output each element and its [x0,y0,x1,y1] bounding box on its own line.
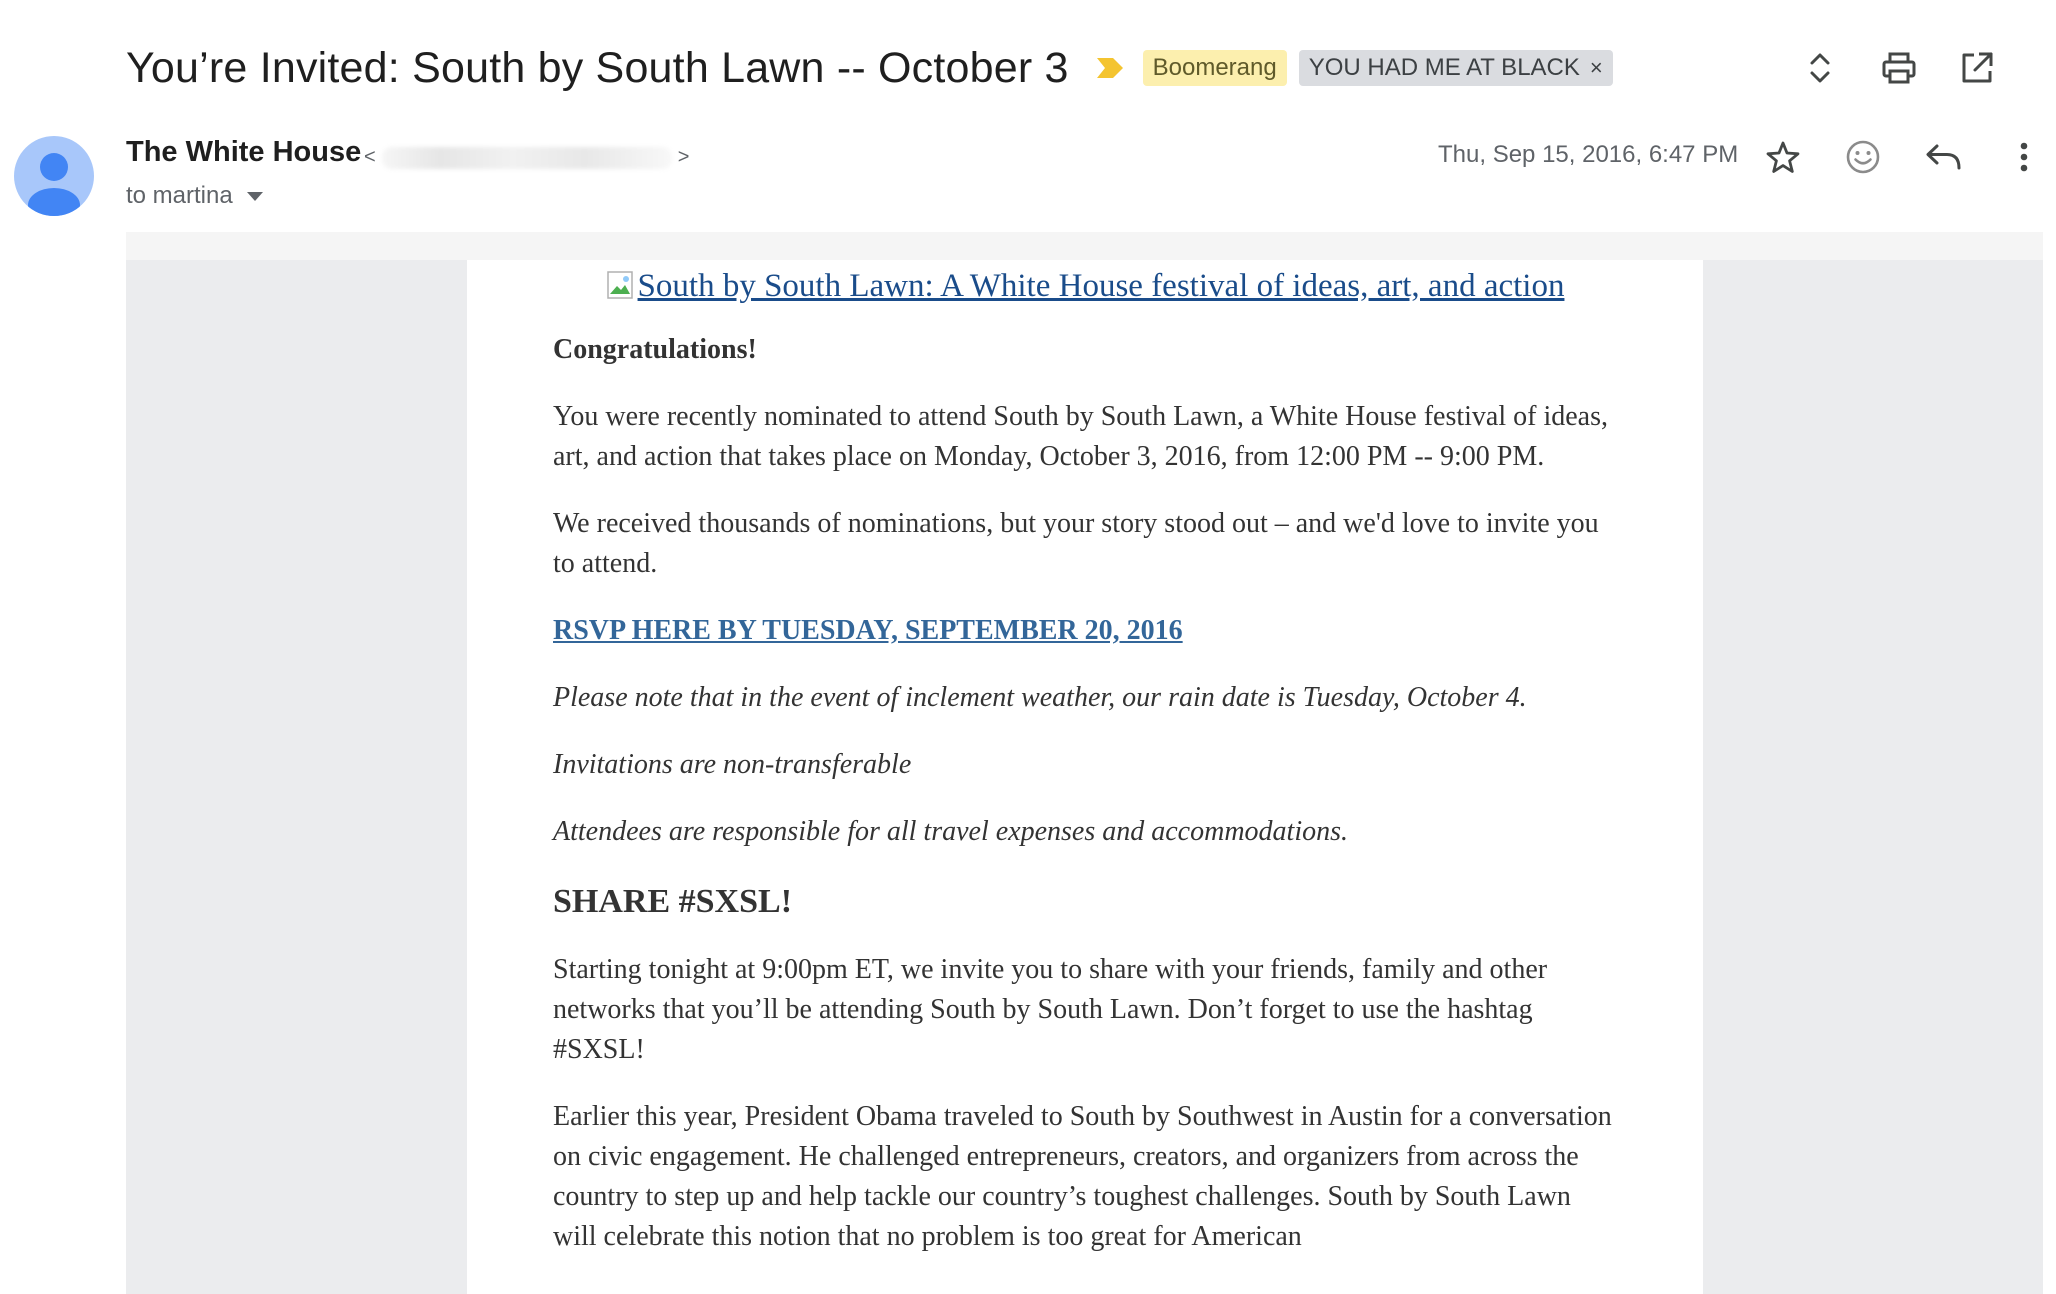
recipient-toggle[interactable] [126,182,263,210]
weather-note: Please note that in the event of inclement weather, our rain date is Tuesday, October 4. [553,682,1527,713]
email-body-container [126,232,2043,1294]
label-you-had-me-at-black[interactable] [1299,50,1613,86]
thread-actions [1796,44,2056,94]
open-in-new-window-icon[interactable] [1953,44,2001,92]
redacted-email [382,147,672,169]
expenses-note: Attendees are responsible for all travel expenses and accommodations. [553,816,1348,847]
email-close-bracket: > [677,146,690,168]
star-icon[interactable] [1758,132,1808,182]
avatar[interactable] [14,136,94,216]
more-options-icon[interactable] [1999,132,2049,182]
email-content [467,260,1703,1294]
congratulations-heading: Congratulations! [553,334,757,365]
body-paragraph: Earlier this year, President Obama traveled to South by Southwest in Austin for a conversation on civic engagement. He challenged entrepreneurs, creators, and organizers from across the country to step up and help tackle our country’s toughest challenges. South by South Lawn will celebrate this notion that no problem is too great for American [553,1101,1612,1252]
rsvp-link[interactable]: RSVP HERE BY TUESDAY, SEPTEMBER 20, 2016 [553,615,1183,646]
sender-email [364,146,689,169]
body-paragraph: We received thousands of nominations, but your story stood out – and we'd love to invite you to attend. [553,508,1599,579]
importance-marker-icon[interactable] [1095,56,1125,80]
recipient-label: to martina [126,182,233,209]
reply-icon[interactable] [1919,132,1969,182]
subject-row [126,36,1613,100]
body-paragraph: You were recently nominated to attend South by South Lawn, a White House festival of ideas, art, and action that takes place on Monday, October 3, 2016, from 12:00 PM -- 9:00 PM. [553,401,1608,472]
label-boomerang[interactable] [1143,50,1287,86]
sender-name[interactable]: The White House [126,136,362,168]
email-subject: You’re Invited: South by South Lawn -- October 3 [126,43,1069,92]
email-open-bracket: < [364,146,376,168]
chevron-down-icon[interactable] [247,192,263,201]
label-text: YOU HAD ME AT BLACK [1308,54,1580,81]
transfer-note: Invitations are non-transferable [553,749,912,780]
emoji-reaction-icon[interactable] [1838,132,1888,182]
label-text: Boomerang [1152,54,1277,81]
broken-image-icon [606,268,636,298]
print-icon[interactable] [1875,44,1923,92]
remove-label-icon[interactable]: × [1589,55,1603,80]
hero-image-link[interactable] [553,264,1617,308]
body-paragraph: Starting tonight at 9:00pm ET, we invite you to share with your friends, family and other networks that you’ll be attending South by South Lawn. Don’t forget to use the hashtag #SXSL! [553,954,1548,1065]
message-date: Thu, Sep 15, 2016, 6:47 PM [1438,141,1739,168]
hero-link-text: South by South Lawn: A White House festival of ideas, art, and action [637,268,1565,304]
share-heading: SHARE #SXSL! [553,883,793,920]
body-top-band [126,232,2043,260]
expand-collapse-icon[interactable] [1796,44,1844,92]
